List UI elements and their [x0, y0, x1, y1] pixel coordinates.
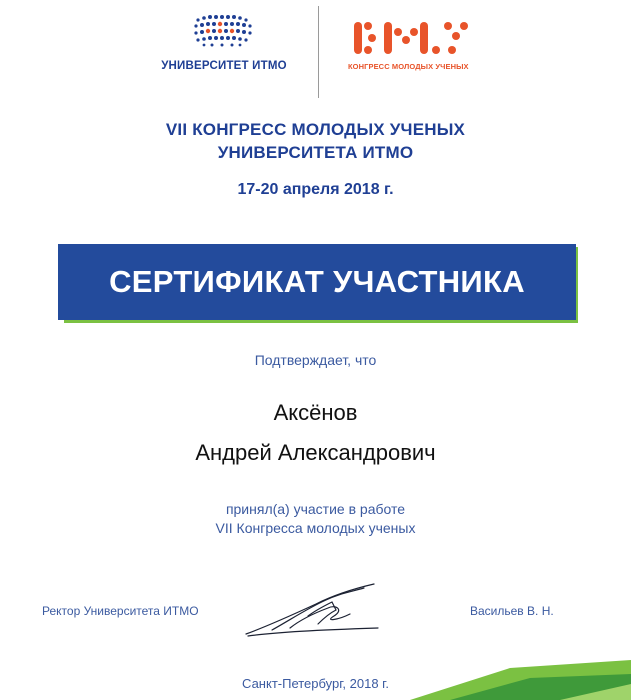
place-and-year: Санкт-Петербург, 2018 г. [242, 676, 389, 691]
itmo-logo [150, 14, 298, 80]
congress-title-line-1: VII КОНГРЕСС МОЛОДЫХ УЧЕНЫХ [165, 120, 466, 139]
signatory-name: Васильев В. Н. [470, 604, 554, 618]
congress-title-line-2: УНИВЕРСИТЕТА ИТМО [217, 143, 414, 162]
kmu-mark-icon [352, 18, 470, 58]
kmu-logo-text: КОНГРЕСС МОЛОДЫХ УЧЕНЫХ [348, 62, 469, 71]
itmo-logo-text: УНИВЕРСИТЕТ ИТМО [161, 60, 287, 72]
confirms-text: Подтверждает, что [254, 352, 377, 368]
certificate-heading: СЕРТИФИКАТ УЧАСТНИКА [109, 264, 525, 299]
signature-image [238, 580, 388, 642]
corner-decoration [410, 660, 631, 700]
certificate-banner [58, 244, 576, 320]
header-divider [318, 6, 319, 98]
participation-line-1: принял(а) участие в работе [225, 501, 406, 517]
congress-dates: 17-20 апреля 2018 г. [237, 181, 394, 198]
participant-surname: Аксёнов [273, 400, 358, 425]
kmu-logo [348, 18, 488, 76]
participation-line-2: VII Конгресса молодых ученых [215, 520, 416, 536]
signatory-title: Ректор Университета ИТМО [42, 604, 199, 618]
participant-given-names: Андрей Александрович [195, 440, 436, 465]
itmo-dots-icon [192, 14, 256, 48]
